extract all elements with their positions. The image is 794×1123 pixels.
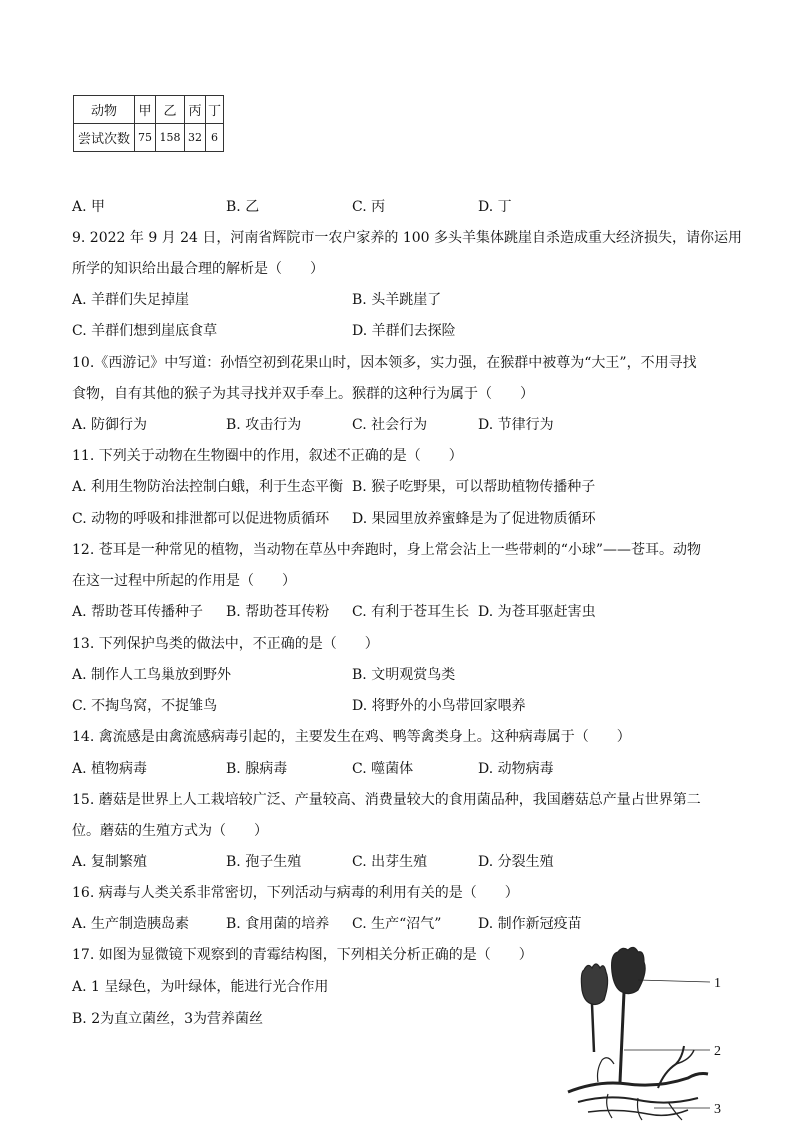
- option-b: B. 文明观赏鸟类: [352, 667, 456, 683]
- table-cell: 乙: [156, 96, 185, 124]
- option-b: B. 帮助苍耳传粉: [226, 604, 330, 620]
- table-row: [74, 124, 224, 152]
- option-c: C. 动物的呼吸和排泄都可以促进物质循环: [72, 511, 330, 527]
- question-stem: 在这一过程中所起的作用是（ ）: [72, 573, 296, 589]
- question-stem: 13. 下列保护鸟类的做法中，不正确的是（ ）: [72, 636, 379, 652]
- table-cell: 动物: [74, 96, 135, 124]
- question-stem: 所学的知识给出最合理的解析是（ ）: [72, 261, 324, 277]
- option-d: D. 丁: [478, 199, 512, 215]
- option-c: C. 有利于苍耳生长: [352, 604, 470, 620]
- option-a: A. 制作人工鸟巢放到野外: [72, 667, 232, 683]
- option-d: D. 将野外的小鸟带回家喂养: [352, 698, 526, 714]
- penicillium-figure: [558, 942, 738, 1123]
- table-cell: 丁: [206, 96, 224, 124]
- option-a: A. 甲: [72, 199, 106, 215]
- option-b: B. 头羊跳崖了: [352, 292, 442, 308]
- table-cell: 32: [185, 124, 206, 152]
- option-c: C. 不掏鸟窝，不捉雏鸟: [72, 698, 218, 714]
- option-b: B. 孢子生殖: [226, 854, 302, 870]
- table-cell: 甲: [135, 96, 156, 124]
- question-stem: 11. 下列关于动物在生物圈中的作用，叙述不正确的是（ ）: [72, 448, 463, 464]
- table-cell: 尝试次数: [74, 124, 135, 152]
- table-cell: 75: [135, 124, 156, 152]
- option-b: B. 腺病毒: [226, 761, 288, 777]
- table-cell: 158: [156, 124, 185, 152]
- table-row: [74, 96, 224, 124]
- question-stem: 15. 蘑菇是世界上人工栽培较广泛、产量较高、消费量较大的食用菌品种，我国蘑菇总产量占世界第二: [72, 792, 701, 808]
- option-c: C. 社会行为: [352, 417, 428, 433]
- animal-trial-table: [73, 95, 224, 152]
- option-b: B. 攻击行为: [226, 417, 302, 433]
- option-d: D. 果园里放养蜜蜂是为了促进物质循环: [352, 511, 596, 527]
- option-a: A. 利用生物防治法控制白蛾，利于生态平衡: [72, 479, 344, 495]
- option-c: C. 噬菌体: [352, 761, 414, 777]
- table-cell: 丙: [185, 96, 206, 124]
- option-a: A. 植物病毒: [72, 761, 148, 777]
- option-b: B. 食用菌的培养: [226, 916, 330, 932]
- option-a: A. 帮助苍耳传播种子: [72, 604, 204, 620]
- option-a: A. 1 呈绿色，为叶绿体，能进行光合作用: [72, 979, 329, 995]
- option-c: C. 出芽生殖: [352, 854, 428, 870]
- option-d: D. 分裂生殖: [478, 854, 554, 870]
- figure-label-3: 3: [714, 1102, 721, 1117]
- option-b: B. 猴子吃野果，可以帮助植物传播种子: [352, 479, 596, 495]
- option-c: C. 生产“沼气”: [352, 916, 442, 932]
- question-stem: 9. 2022 年 9 月 24 日，河南省辉院市一农户家养的 100 多头羊集体跳崖自杀造成重大经济损失，请你运用: [72, 230, 743, 246]
- option-a: A. 生产制造胰岛素: [72, 916, 190, 932]
- question-stem: 14. 禽流感是由禽流感病毒引起的，主要发生在鸡、鸭等禽类身上。这种病毒属于（ ）: [72, 729, 631, 745]
- question-stem: 位。蘑菇的生殖方式为（ ）: [72, 823, 268, 839]
- question-stem: 12. 苍耳是一种常见的植物，当动物在草丛中奔跑时，身上常会沾上一些带刺的“小球”——苍耳。动物: [72, 542, 702, 558]
- option-d: D. 节律行为: [478, 417, 554, 433]
- option-b: B. 乙: [226, 199, 260, 215]
- option-a: A. 羊群们失足掉崖: [72, 292, 190, 308]
- table-cell: 6: [206, 124, 224, 152]
- question-stem: 食物，自有其他的猴子为其寻找并双手奉上。猴群的这种行为属于（ ）: [72, 386, 534, 402]
- figure-label-2: 2: [714, 1044, 721, 1059]
- option-d: D. 羊群们去探险: [352, 323, 456, 339]
- option-a: A. 防御行为: [72, 417, 148, 433]
- question-stem: 17. 如图为显微镜下观察到的青霉结构图，下列相关分析正确的是（ ）: [72, 947, 533, 963]
- question-stem: 10.《西游记》中写道：孙悟空初到花果山时，因本领多，实力强，在猴群中被尊为“大王”，不用寻找: [72, 355, 697, 371]
- option-c: C. 羊群们想到崖底食草: [72, 323, 218, 339]
- option-d: D. 动物病毒: [478, 761, 554, 777]
- option-a: A. 复制繁殖: [72, 854, 148, 870]
- option-d: D. 为苍耳驱赶害虫: [478, 604, 596, 620]
- figure-label-1: 1: [714, 976, 721, 991]
- option-d: D. 制作新冠疫苗: [478, 916, 582, 932]
- question-stem: 16. 病毒与人类关系非常密切，下列活动与病毒的利用有关的是（ ）: [72, 885, 519, 901]
- option-c: C. 丙: [352, 199, 386, 215]
- option-b: B. 2为直立菌丝，3为营养菌丝: [72, 1011, 264, 1027]
